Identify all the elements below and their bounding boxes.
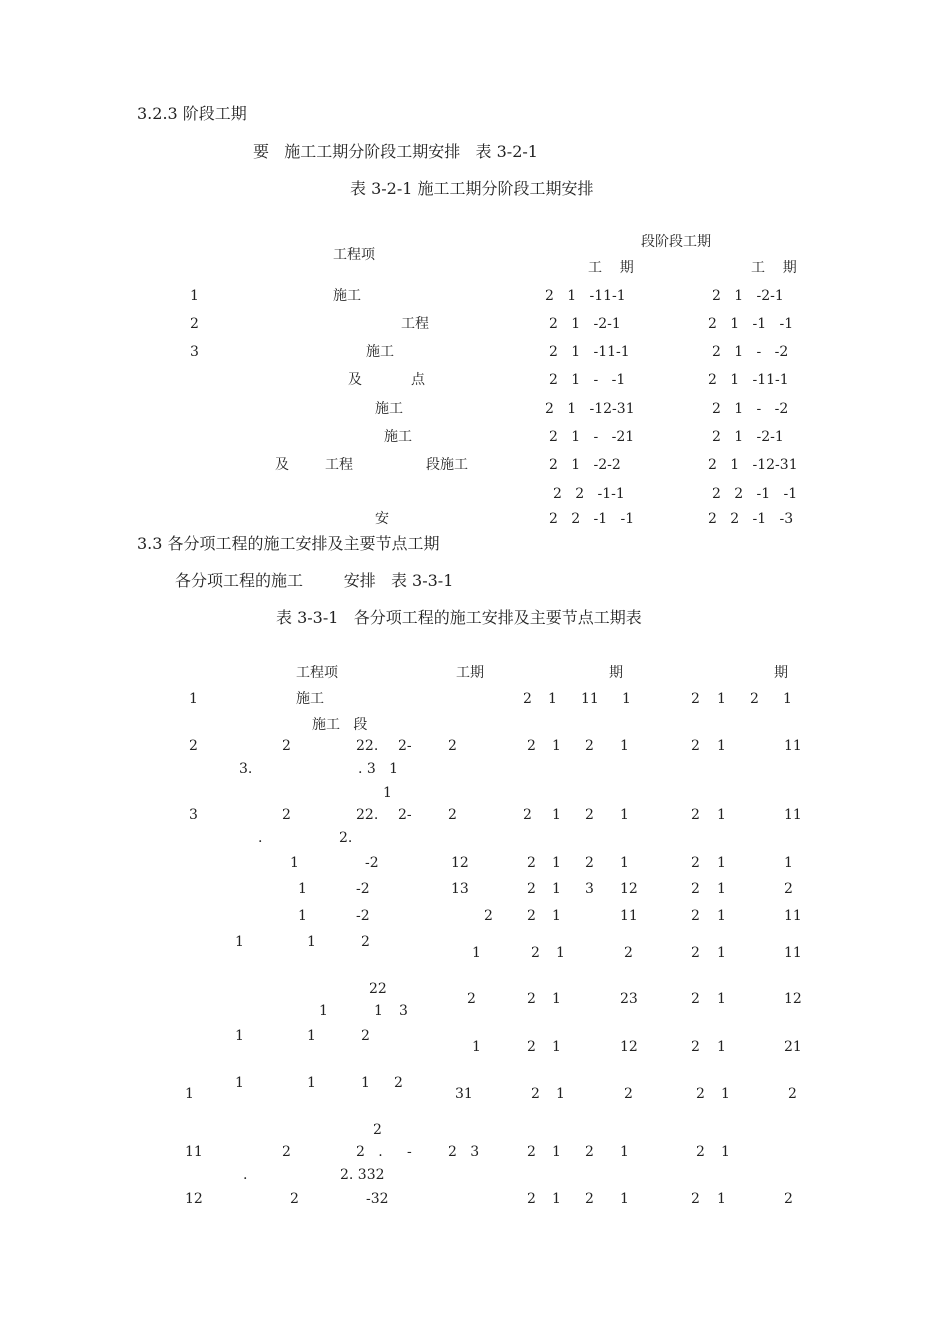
cell: 2 — [361, 1028, 370, 1044]
cell: 2 — [290, 1191, 299, 1207]
row-col-a: 2 1 -11-1 — [549, 344, 630, 360]
cell: 2 3 — [448, 1144, 480, 1160]
cell: 2 — [523, 807, 532, 823]
cell: 3 — [399, 1003, 408, 1019]
header-group: 段阶段工期 — [641, 234, 711, 250]
cell: 21 — [784, 1039, 802, 1055]
row-col-a: 2 2 -1-1 — [553, 486, 625, 502]
row-name: 及 点 — [348, 372, 425, 388]
cell: 1 — [784, 855, 793, 871]
cell: 12 — [451, 855, 469, 871]
cell: 2 — [282, 1144, 291, 1160]
cell: 11 — [784, 908, 802, 924]
cell: 1 — [290, 855, 299, 871]
cell: 1 — [307, 1028, 316, 1044]
cell: 1 — [721, 1144, 730, 1160]
cell: 1 — [472, 945, 481, 961]
cell: 2 — [696, 1086, 705, 1102]
cell: 1 — [374, 1003, 383, 1019]
cell: 2- — [398, 738, 412, 754]
cell: 23 — [620, 991, 638, 1007]
row-col-b: 2 1 - -2 — [712, 344, 789, 360]
cell: 2 — [448, 738, 457, 754]
cell: 1 — [307, 1075, 316, 1091]
row-no: 3 — [189, 807, 198, 823]
cell: 2 — [788, 1086, 797, 1102]
cell: 1 — [552, 855, 561, 871]
row-col-b: 2 1 -1 -1 — [708, 316, 794, 332]
cell: 2 — [282, 807, 291, 823]
cell: 2 — [373, 1122, 382, 1138]
cell: 1 — [717, 738, 726, 754]
cell: 1 — [620, 738, 629, 754]
cell: 1 — [721, 1086, 730, 1102]
cell: 12 — [620, 1039, 638, 1055]
cell: 2 — [448, 807, 457, 823]
section-heading-33: 3.3 各分项工程的施工安排及主要节点工期 — [137, 534, 440, 553]
cell: 2 . — [356, 1144, 383, 1160]
cell: 2 — [750, 691, 759, 707]
row-col-b: 2 1 -12-31 — [708, 457, 798, 473]
header-item: 工程项 — [296, 665, 338, 681]
cell: -2 — [365, 855, 379, 871]
row-name-b: 工程 — [325, 457, 353, 473]
header-end: 期 — [774, 665, 788, 681]
header-start: 期 — [609, 665, 623, 681]
cell: 22 — [369, 981, 387, 997]
row-no: 3 — [190, 344, 199, 360]
section-heading-323: 3.2.3 阶段工期 — [137, 104, 247, 123]
cell: . — [243, 1167, 248, 1183]
row-col-a: 2 2 -1 -1 — [549, 511, 635, 527]
cell: 1 — [361, 1075, 370, 1091]
cell: 1 — [717, 991, 726, 1007]
cell: 1 — [552, 1191, 561, 1207]
cell: 2 — [624, 1086, 633, 1102]
cell: 2 — [585, 1144, 594, 1160]
cell: 1 — [552, 807, 561, 823]
cell: 13 — [451, 881, 469, 897]
row-col-b: 2 2 -1 -3 — [708, 511, 794, 527]
cell: 1 — [717, 807, 726, 823]
cell: 1 — [552, 738, 561, 754]
cell: 22. — [356, 738, 379, 754]
cell: 11 — [784, 738, 802, 754]
cell: 1 — [307, 934, 316, 950]
cell: 2 — [527, 908, 536, 924]
cell: 1 — [235, 1075, 244, 1091]
cell: 2 — [531, 945, 540, 961]
cell: 1 — [472, 1039, 481, 1055]
cell: 2 — [527, 1144, 536, 1160]
cell: 2 — [394, 1075, 403, 1091]
cell: 1 — [622, 691, 631, 707]
cell: 2 — [527, 855, 536, 871]
row-col-b: 2 1 -2-1 — [712, 429, 784, 445]
row-no: 1 — [185, 1086, 194, 1102]
cell: 1 — [783, 691, 792, 707]
cell: 1 — [383, 785, 392, 801]
cell: 1 — [556, 1086, 565, 1102]
cell: . — [258, 830, 263, 846]
cell: 11 — [620, 908, 638, 924]
cell: -32 — [366, 1191, 389, 1207]
row-name: 施工 — [384, 429, 412, 445]
caption-line-321: 要 施工工期分阶段工期安排 表 3-2-1 — [253, 142, 538, 161]
row-no: 12 — [185, 1191, 203, 1207]
header-col-b: 工 期 — [751, 260, 797, 276]
cell: 2 — [691, 881, 700, 897]
cell: 1 — [298, 908, 307, 924]
cell: 2 — [691, 1039, 700, 1055]
cell: 2 — [585, 1191, 594, 1207]
table-title-321: 表 3-2-1 施工工期分阶段工期安排 — [350, 179, 594, 198]
cell: 2 — [527, 738, 536, 754]
row-name: 施工 — [333, 288, 361, 304]
cell: 1 — [298, 881, 307, 897]
cell: 2 — [484, 908, 493, 924]
cell: 1 — [717, 945, 726, 961]
cell: 1 — [548, 691, 557, 707]
cell: 2 — [531, 1086, 540, 1102]
row-name-a: 及 — [275, 457, 289, 473]
cell: 1 — [717, 1191, 726, 1207]
cell: 2 — [523, 691, 532, 707]
cell: 1 — [717, 908, 726, 924]
cell: 2 — [527, 991, 536, 1007]
cell: 2 — [624, 945, 633, 961]
cell: 2 — [691, 691, 700, 707]
cell: 2 — [527, 1191, 536, 1207]
cell: 2 — [585, 738, 594, 754]
cell: 2- — [398, 807, 412, 823]
cell: 1 — [235, 934, 244, 950]
row-name: 施工 — [366, 344, 394, 360]
row-name: 安 — [375, 511, 389, 527]
cell: 1 — [620, 1191, 629, 1207]
cell: - — [407, 1144, 412, 1160]
cell: 12 — [784, 991, 802, 1007]
row-no: 1 — [189, 691, 198, 707]
cell: 2 — [691, 807, 700, 823]
cell: 2 — [691, 855, 700, 871]
cell: 1 — [552, 881, 561, 897]
row-col-a: 2 1 -2-2 — [549, 457, 621, 473]
cell: 2 — [691, 945, 700, 961]
cell: . 3 1 — [358, 761, 399, 777]
row-col-b: 2 1 -2-1 — [712, 288, 784, 304]
cell: 1 — [552, 908, 561, 924]
cell: 2 — [282, 738, 291, 754]
row-col-b: 2 1 -11-1 — [708, 372, 789, 388]
cell: 1 — [620, 807, 629, 823]
row-col-b: 2 2 -1 -1 — [712, 486, 798, 502]
cell: 1 — [319, 1003, 328, 1019]
cell: 2 — [784, 1191, 793, 1207]
cell: 1 — [556, 945, 565, 961]
cell: 施工 段 — [312, 717, 368, 733]
row-no: 2 — [189, 738, 198, 754]
cell: 1 — [717, 691, 726, 707]
row-col-b: 2 1 - -2 — [712, 401, 789, 417]
header-duration: 工期 — [456, 665, 484, 681]
cell: -2 — [356, 908, 370, 924]
cell: 1 — [717, 881, 726, 897]
cell: 31 — [455, 1086, 473, 1102]
cell: 2 — [696, 1144, 705, 1160]
cell: 1 — [620, 1144, 629, 1160]
cell: 12 — [620, 881, 638, 897]
cell: 1 — [552, 1039, 561, 1055]
row-col-a: 2 1 -2-1 — [549, 316, 621, 332]
cell: 2 — [691, 908, 700, 924]
cell: 2 — [691, 991, 700, 1007]
cell: 1 — [552, 1144, 561, 1160]
cell: 2 — [527, 881, 536, 897]
row-name: 施工 — [375, 401, 403, 417]
row-no: 2 — [190, 316, 199, 332]
cell: 2. — [339, 830, 353, 846]
caption-line-331: 各分项工程的施工 安排 表 3-3-1 — [175, 571, 454, 590]
cell: 11 — [784, 945, 802, 961]
row-col-a: 2 1 -12-31 — [545, 401, 635, 417]
cell: 1 — [235, 1028, 244, 1044]
cell: 2 — [784, 881, 793, 897]
cell: 1 — [620, 855, 629, 871]
cell: 3 — [585, 881, 594, 897]
cell: 1 — [717, 1039, 726, 1055]
cell: 11 — [581, 691, 599, 707]
table-title-331: 表 3-3-1 各分项工程的施工安排及主要节点工期表 — [276, 608, 642, 627]
cell: 2 — [585, 807, 594, 823]
cell: 1 — [552, 991, 561, 1007]
cell: 22. — [356, 807, 379, 823]
row-col-a: 2 1 - -1 — [549, 372, 626, 388]
row-col-a: 2 1 - -21 — [549, 429, 635, 445]
row-name-c: 段施工 — [426, 457, 468, 473]
cell: 2 — [585, 855, 594, 871]
row-name: 工程 — [401, 316, 429, 332]
cell: 2 — [691, 738, 700, 754]
cell: 1 — [717, 855, 726, 871]
cell: 2 — [467, 991, 476, 1007]
cell: 2 — [527, 1039, 536, 1055]
cell: -2 — [356, 881, 370, 897]
row-name: 施工 — [296, 691, 324, 707]
cell: 2 — [361, 934, 370, 950]
row-col-a: 2 1 -11-1 — [545, 288, 626, 304]
cell: 2 — [691, 1191, 700, 1207]
cell: 3. — [239, 761, 253, 777]
header-item: 工程项 — [333, 247, 375, 263]
cell: 2. 332 — [340, 1167, 385, 1183]
row-no: 1 — [190, 288, 199, 304]
header-col-a: 工 期 — [588, 260, 634, 276]
cell: 11 — [784, 807, 802, 823]
row-no: 11 — [185, 1144, 203, 1160]
